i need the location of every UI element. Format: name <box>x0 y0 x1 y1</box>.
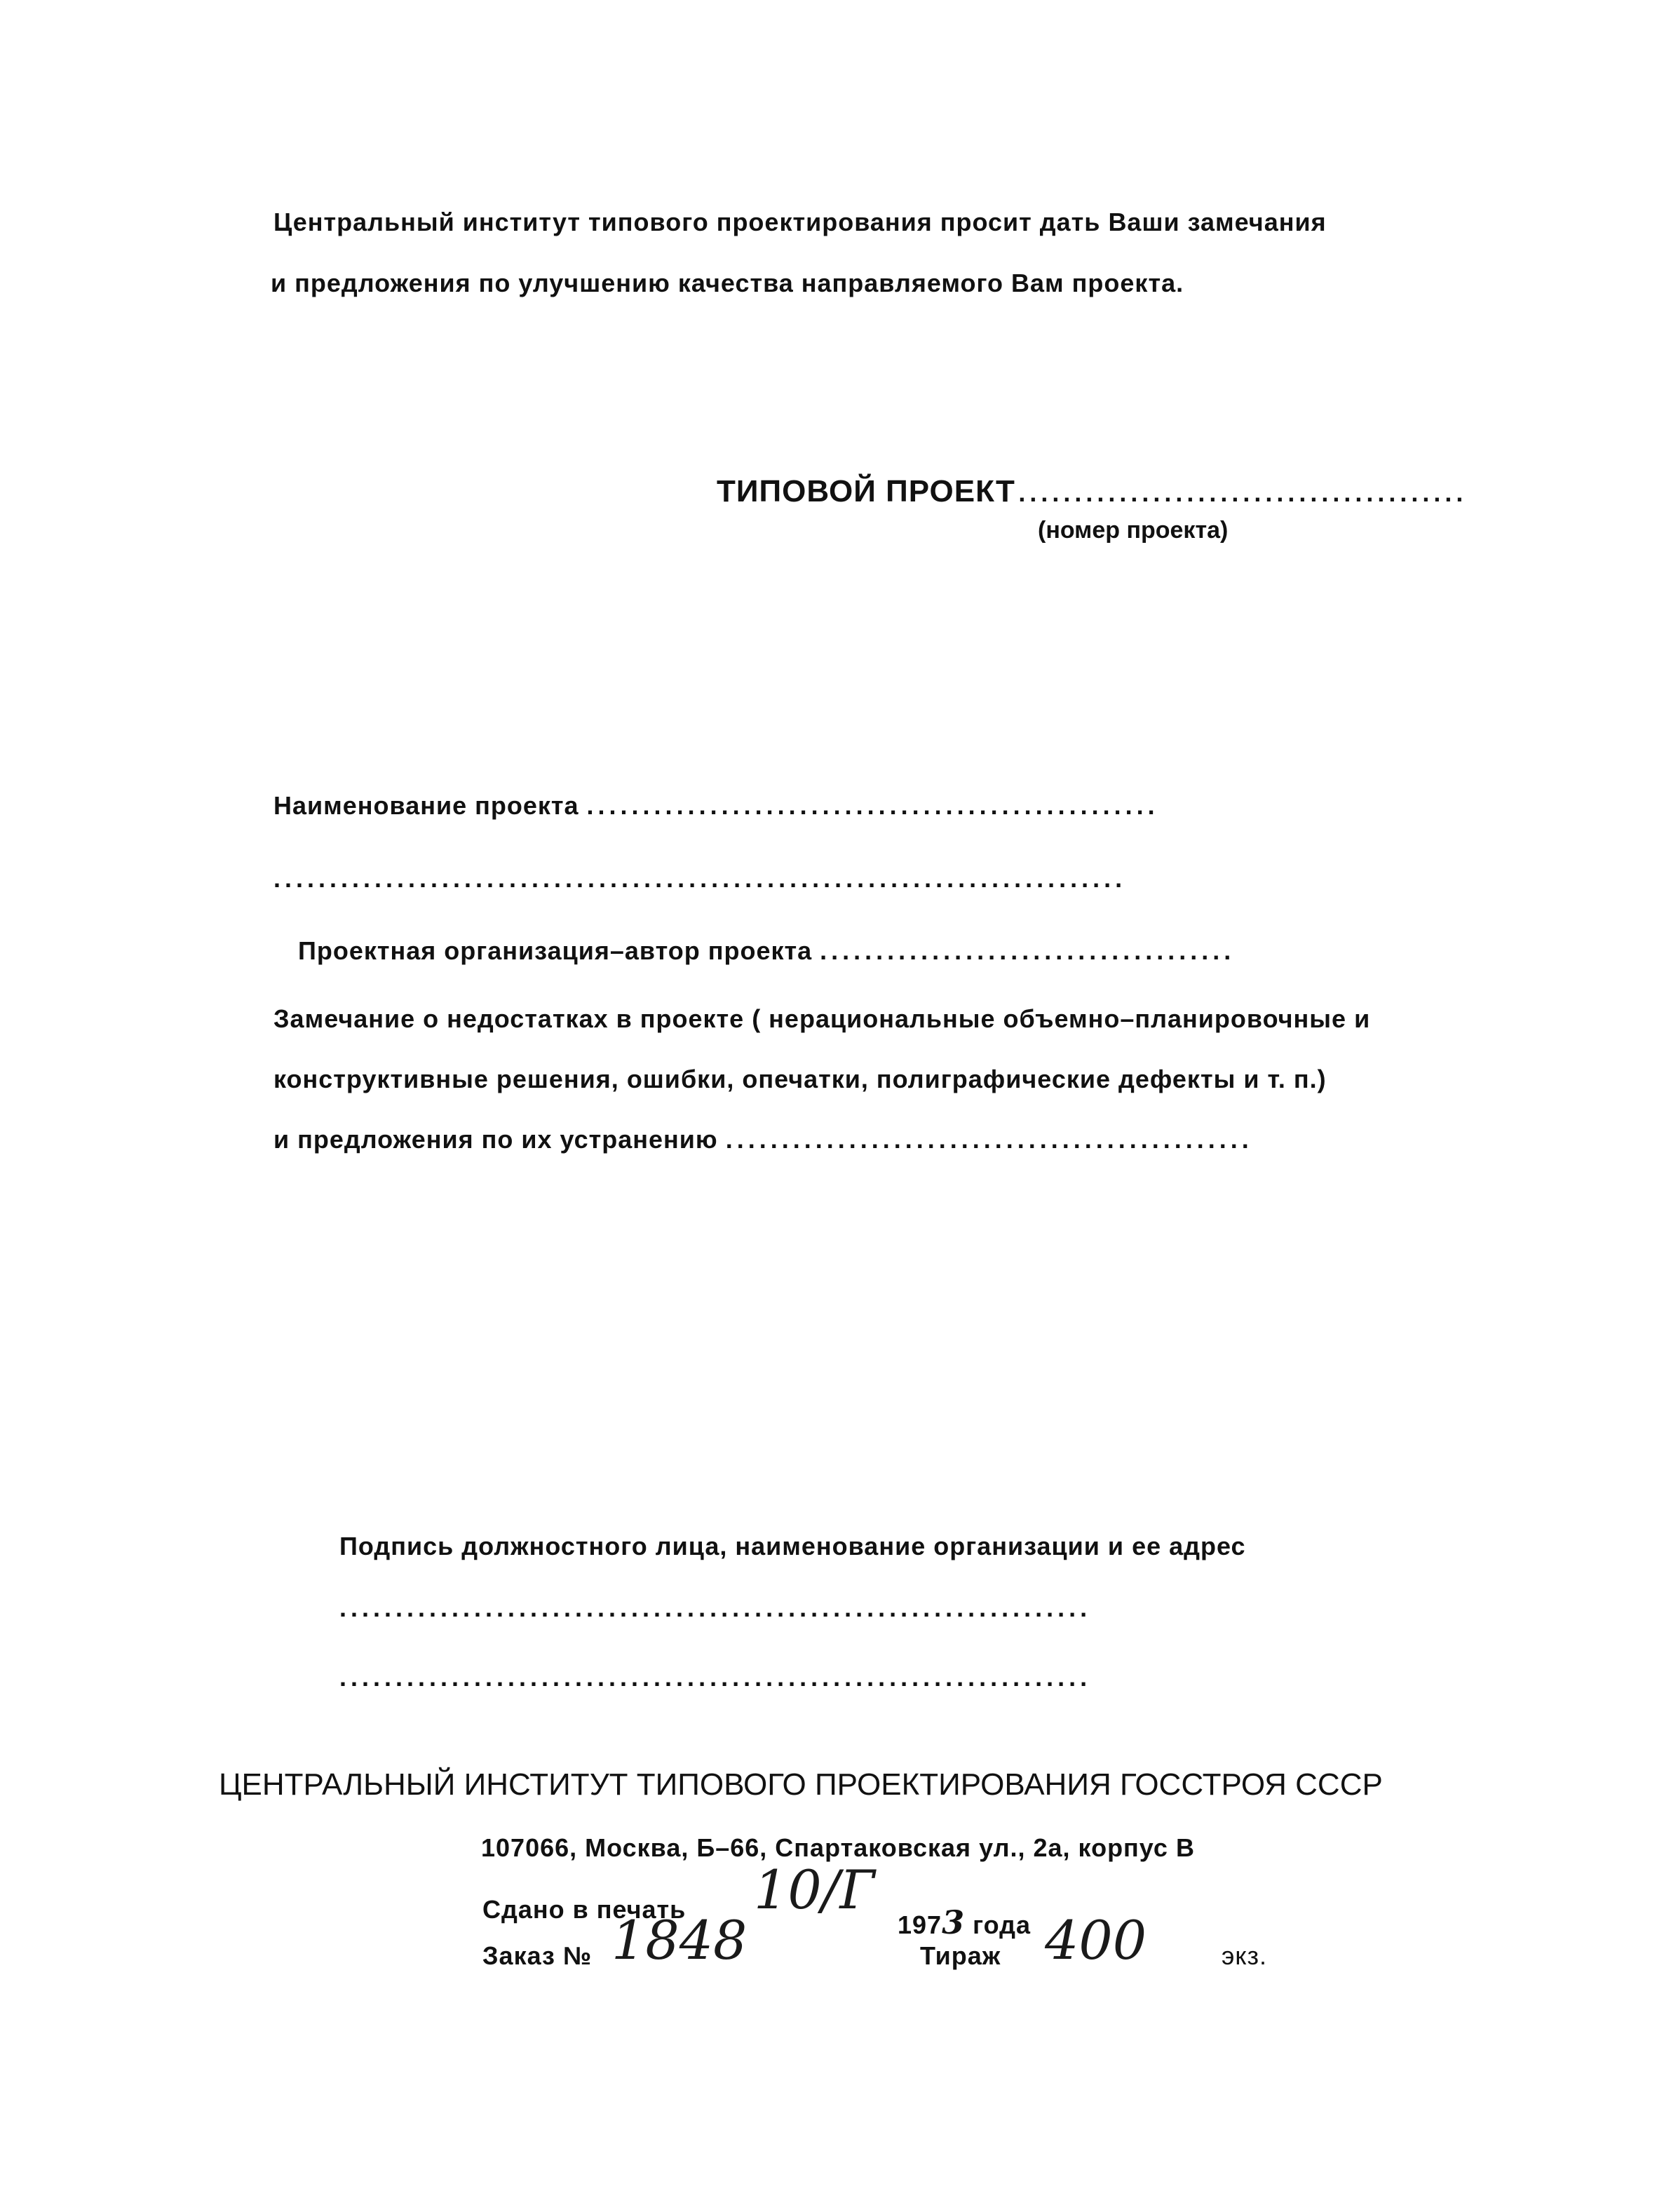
project-number-caption: (номер проекта) <box>1038 517 1229 544</box>
remarks-line-1: Замечание о недостатках в проекте ( нерациональные объемно–планировочные и <box>273 1004 1371 1033</box>
remarks-line-3: и предложения по их устранению <box>273 1125 718 1154</box>
project-number-row <box>717 474 1467 509</box>
project-name-row <box>273 791 1159 821</box>
print-run-label: Тираж <box>920 1941 1001 1970</box>
institute-name: ЦЕНТРАЛЬНЫЙ ИНСТИТУТ ТИПОВОГО ПРОЕКТИРОВАНИЯ ГОССТРОЯ СССР <box>219 1767 1383 1802</box>
year-digit-handwritten: 3 <box>942 1903 966 1941</box>
order-number-handwritten: 1848 <box>611 1909 748 1971</box>
project-name-label: Наименование проекта <box>273 791 579 820</box>
year-suffix: года <box>973 1910 1032 1939</box>
signature-dots-1: ................................................................... <box>339 1593 1092 1622</box>
project-number-dots: ........................................ <box>1018 478 1468 507</box>
order-label: Заказ № <box>482 1941 593 1970</box>
remarks-dots: ............................................... <box>725 1125 1253 1154</box>
print-run-handwritten: 400 <box>1045 1909 1147 1971</box>
sent-to-print-date-handwritten: 10/Г <box>754 1859 875 1921</box>
year-row <box>898 1903 1031 1941</box>
copies-label: экз. <box>1222 1941 1268 1970</box>
signature-dots-2: ................................................................... <box>339 1663 1092 1692</box>
remarks-line-2: конструктивные решения, ошибки, опечатки, полиграфические дефекты и т. п.) <box>273 1065 1327 1093</box>
project-name-dots: ................................................... <box>586 791 1159 820</box>
organization-row <box>298 936 1235 966</box>
signature-label: Подпись должностного лица, наименование организации и ее адрес <box>339 1532 1246 1560</box>
project-number-label: ТИПОВОЙ ПРОЕКТ <box>717 474 1015 508</box>
organization-dots: ..................................... <box>820 936 1236 965</box>
intro-line-1: Центральный институт типового проектирования просит дать Ваши замечания <box>273 208 1327 236</box>
sent-to-print-label: Сдано в печать <box>482 1895 687 1924</box>
institute-address: 107066, Москва, Б–66, Спартаковская ул., 2а, корпус В <box>481 1833 1195 1862</box>
project-name-dots-line-2: ............................................................................ <box>273 864 1127 893</box>
organization-label: Проектная организация–автор проекта <box>298 936 813 965</box>
year-prefix: 197 <box>898 1910 942 1939</box>
remarks-line-3-row <box>273 1125 1253 1154</box>
intro-line-2: и предложения по улучшению качества направляемого Вам проекта. <box>271 269 1184 297</box>
